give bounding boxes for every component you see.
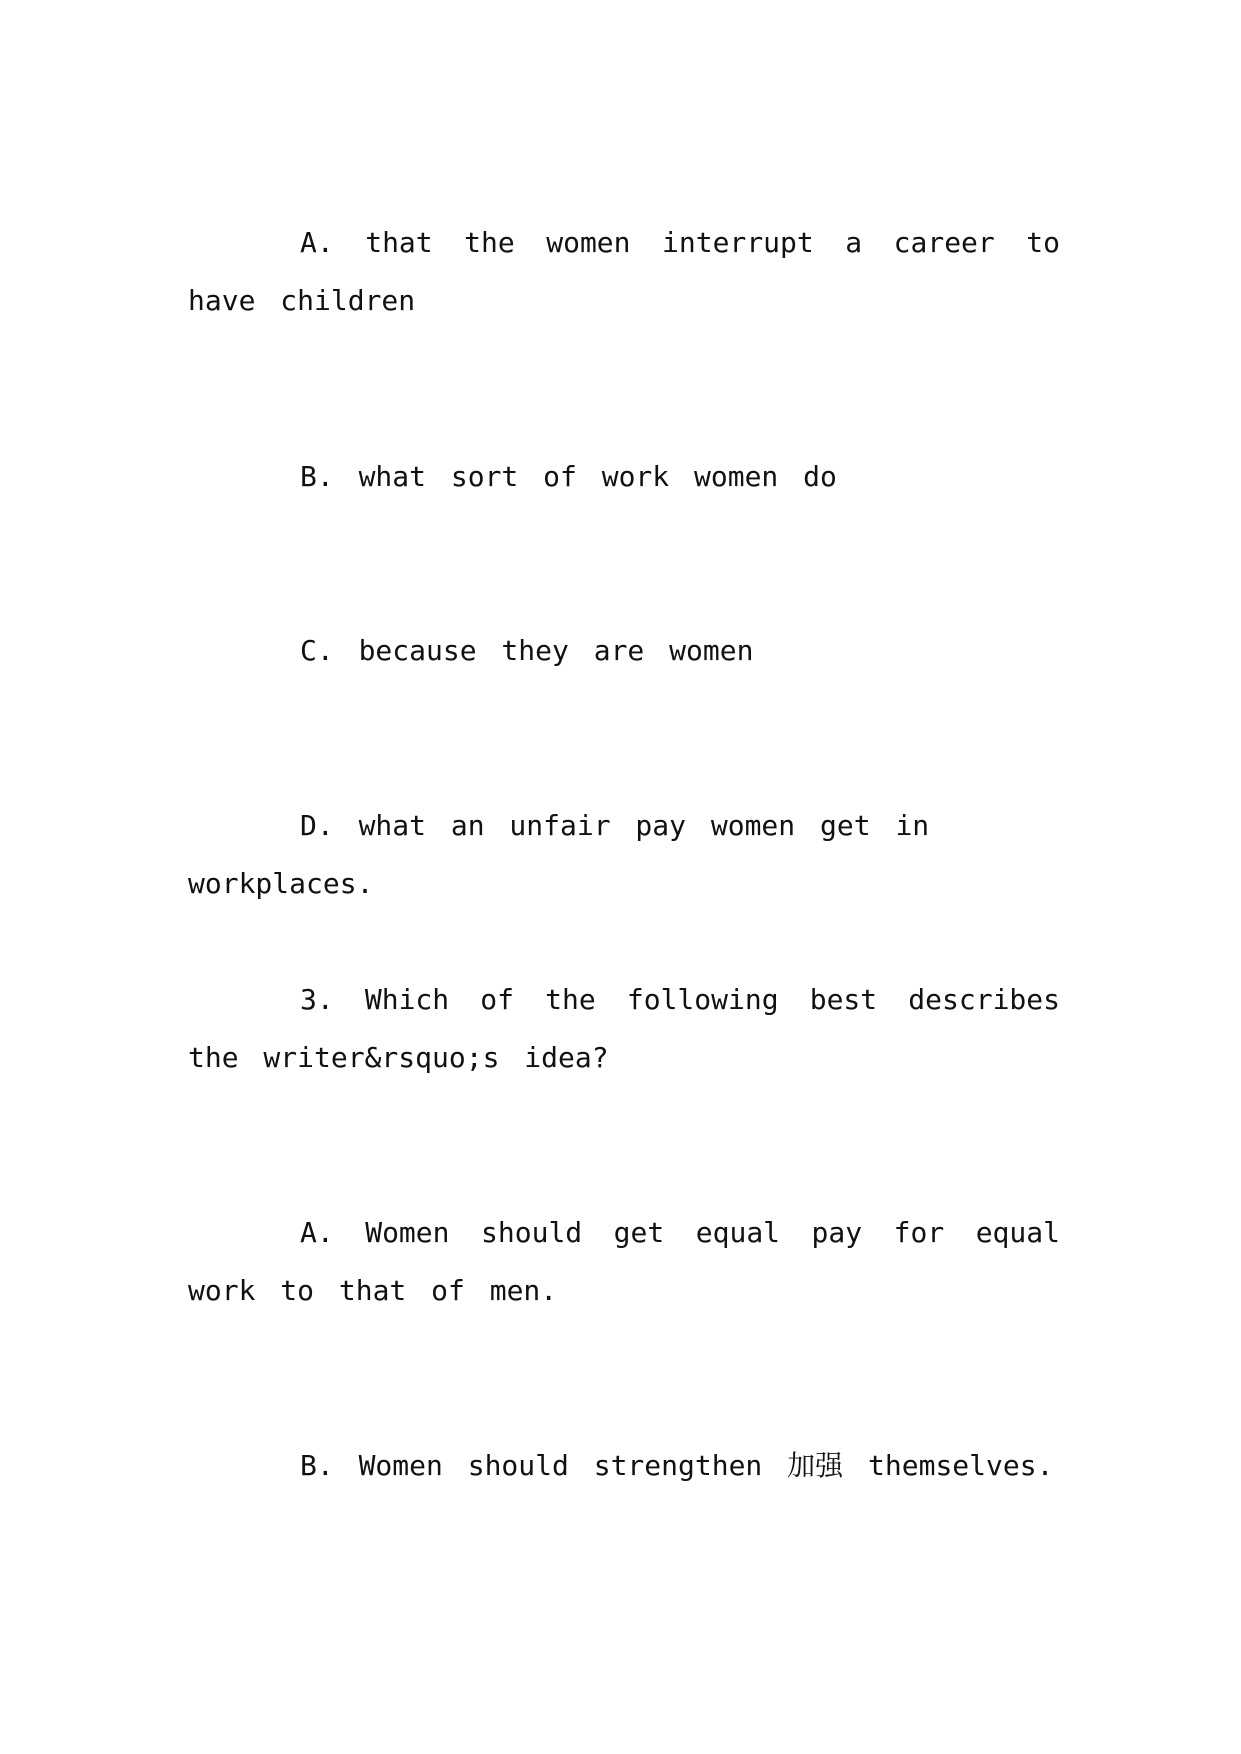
- question-3: 3. Which of the following best describes the writer&rsquo;s idea?: [188, 983, 1060, 1074]
- option-a-q2: A. that the women interrupt a career to have children: [188, 226, 1060, 317]
- option-b-q3: B. Women should strengthen 加强 themselves.: [300, 1449, 1054, 1482]
- option-d-q2: D. what an unfair pay women get in workplaces.: [188, 809, 930, 900]
- option-c-q2: C. because they are women: [300, 634, 754, 667]
- option-a-q3: A. Women should get equal pay for equal work to that of men.: [188, 1216, 1060, 1307]
- option-b-q2: B. what sort of work women do: [300, 460, 837, 493]
